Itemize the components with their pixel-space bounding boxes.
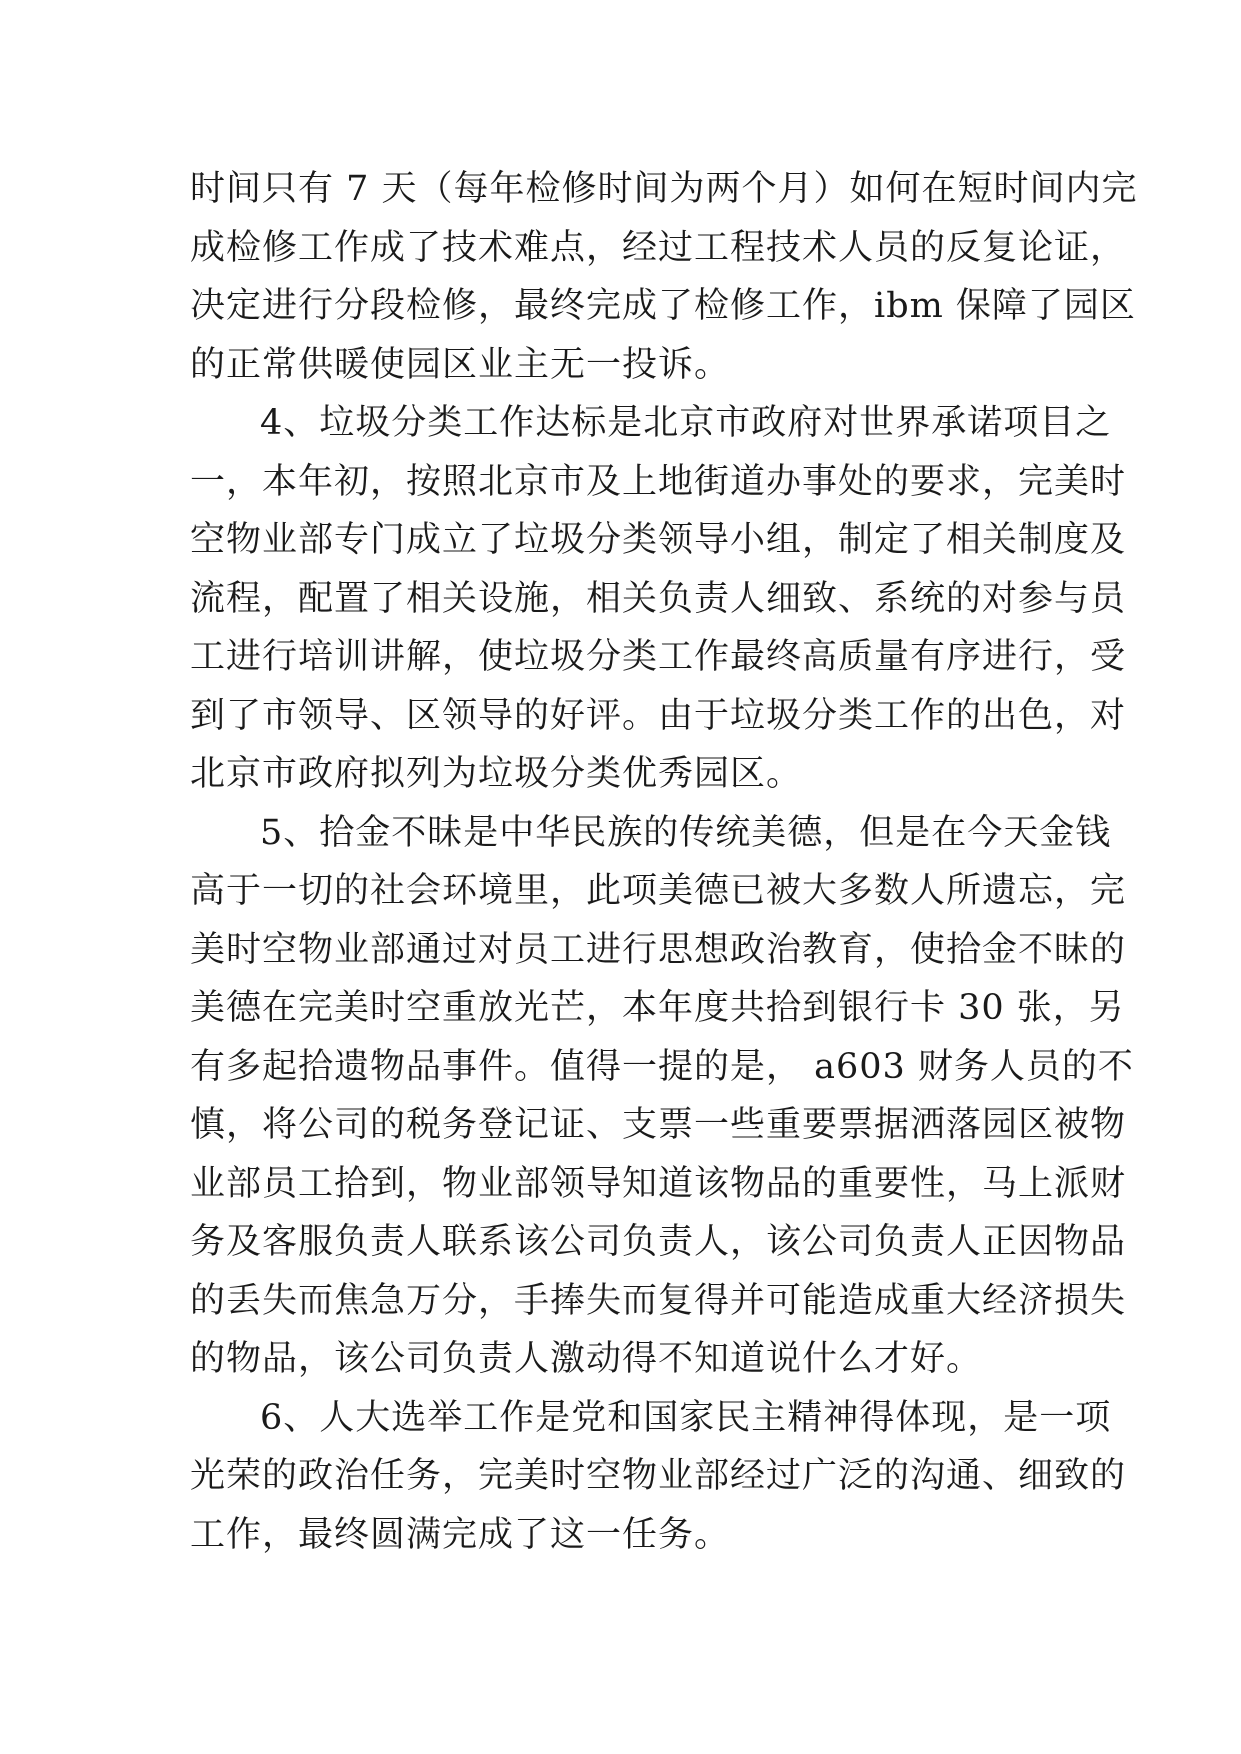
paragraph-item-6 <box>190 1389 1127 1565</box>
text-line: 空物业部专门成立了垃圾分类领导小组，制定了相关制度及 <box>190 520 1127 560</box>
text-line: 美德在完美时空重放光芒，本年度共拾到银行卡 30 张，另 <box>190 988 1125 1028</box>
text-line: 的丢失而焦急万分，手捧失而复得并可能造成重大经济损失 <box>190 1280 1127 1321</box>
text-line: 4、垃圾分类工作达标是北京市政府对世界承诺项目之 <box>260 403 1112 443</box>
text-line: 慎，将公司的税务登记证、支票一些重要票据洒落园区被物 <box>190 1105 1127 1145</box>
text-line: 业部员工拾到，物业部领导知道该物品的重要性，马上派财 <box>190 1163 1127 1204</box>
text-line: 工进行培训讲解，使垃圾分类工作最终高质量有序进行，受 <box>190 637 1127 677</box>
text-line: 决定进行分段检修，最终完成了检修工作，ibm 保障了园区 <box>190 286 1136 326</box>
text-line: 时间只有 7 天（每年检修时间为两个月）如何在短时间内完 <box>190 169 1138 209</box>
text-line: 北京市政府拟列为垃圾分类优秀园区。 <box>190 754 803 794</box>
document-body <box>190 160 1138 1564</box>
paragraph-item-5 <box>190 804 1134 1389</box>
text-line: 务及客服负责人联系该公司负责人，该公司负责人正因物品 <box>190 1222 1127 1262</box>
text-line: 美时空物业部通过对员工进行思想政治教育，使拾金不昧的 <box>190 929 1127 970</box>
text-line: 高于一切的社会环境里，此项美德已被大多数人所遗忘，完 <box>190 871 1127 911</box>
text-line: 光荣的政治任务，完美时空物业部经过广泛的沟通、细致的 <box>190 1456 1127 1496</box>
text-line: 的正常供暖使园区业主无一投诉。 <box>190 344 731 385</box>
text-line: 有多起拾遗物品事件。值得一提的是， a603 财务人员的不 <box>190 1046 1134 1087</box>
text-line: 5、拾金不昧是中华民族的传统美德，但是在今天金钱 <box>260 812 1112 853</box>
text-line: 6、人大选举工作是党和国家民主精神得体现，是一项 <box>260 1397 1112 1438</box>
text-line: 到了市领导、区领导的好评。由于垃圾分类工作的出色，对 <box>190 695 1127 736</box>
paragraph-continuation <box>190 160 1138 394</box>
text-line: 一，本年初，按照北京市及上地街道办事处的要求，完美时 <box>190 461 1127 502</box>
text-line: 成检修工作成了技术难点，经过工程技术人员的反复论证， <box>190 227 1127 268</box>
text-line: 的物品，该公司负责人激动得不知道说什么才好。 <box>190 1339 983 1379</box>
text-line: 工作，最终圆满完成了这一任务。 <box>190 1514 731 1555</box>
text-line: 流程，配置了相关设施，相关负责人细致、系统的对参与员 <box>190 578 1127 619</box>
paragraph-item-4 <box>190 394 1127 804</box>
